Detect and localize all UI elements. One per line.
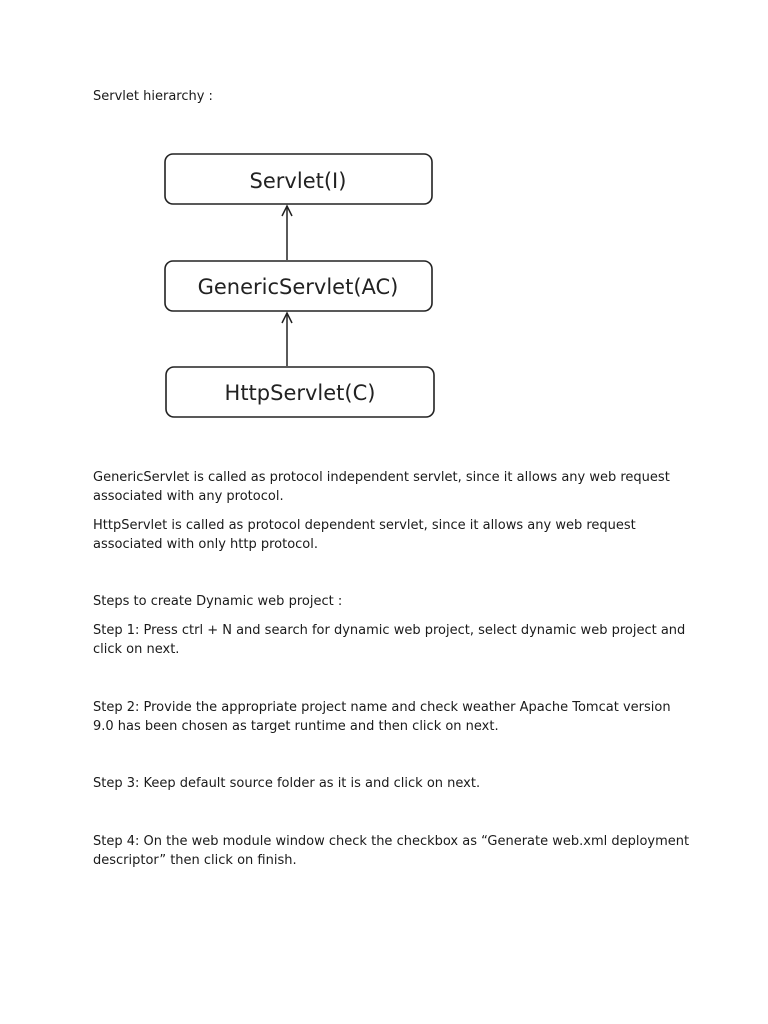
arrow-generic-to-servlet	[282, 206, 292, 260]
steps-heading: Steps to create Dynamic web project :	[93, 594, 343, 609]
section-heading: Servlet hierarchy :	[93, 89, 213, 104]
paragraph-generic-servlet: GenericServlet is called as protocol independent servlet, since it allows any web request associated with any protocol.	[93, 470, 670, 504]
node-servlet-label: Servlet(I)	[249, 169, 347, 193]
paragraph-http-servlet: HttpServlet is called as protocol dependent servlet, since it allows any web request associated with only http protocol.	[93, 518, 636, 552]
node-generic-servlet-label: GenericServlet(AC)	[197, 275, 399, 299]
node-generic-servlet	[165, 261, 432, 311]
step-item: Step 2: Provide the appropriate project name and check weather Apache Tomcat version 9.0 has been chosen as target runtime and then click on next.	[93, 700, 671, 734]
node-http-servlet-label: HttpServlet(C)	[224, 381, 376, 405]
servlet-hierarchy-diagram	[155, 145, 445, 430]
node-servlet	[165, 154, 432, 204]
step-item: Step 3: Keep default source folder as it is and click on next.	[93, 776, 481, 791]
step-item: Step 4: On the web module window check the checkbox as “Generate web.xml deployment descriptor” then click on finish.	[93, 834, 690, 868]
arrow-http-to-generic	[282, 313, 292, 366]
node-http-servlet	[166, 367, 434, 417]
step-item: Step 1: Press ctrl + N and search for dynamic web project, select dynamic web project and click on next.	[93, 623, 686, 657]
